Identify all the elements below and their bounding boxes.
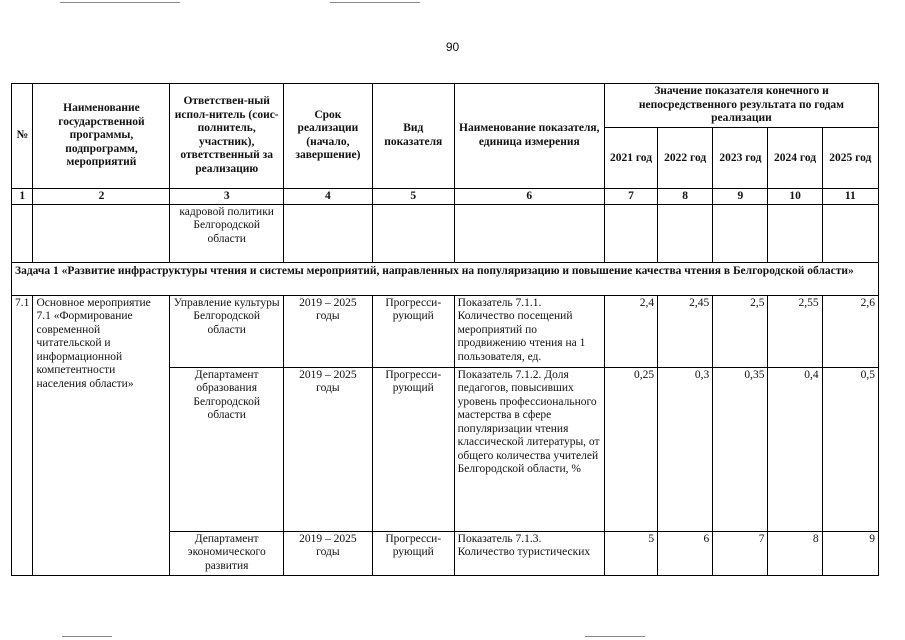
column-number: 10 xyxy=(768,188,822,204)
row-kind: Прогресси-рующий xyxy=(372,367,454,531)
row-value: 0,25 xyxy=(604,367,657,531)
row-value: 2,4 xyxy=(604,295,657,367)
column-number: 9 xyxy=(713,188,768,204)
header-kind: Вид показателя xyxy=(372,84,454,189)
column-number: 6 xyxy=(454,188,604,204)
row-term: 2019 – 2025 годы xyxy=(283,531,372,575)
column-number: 8 xyxy=(658,188,713,204)
row-value: 0,35 xyxy=(713,367,768,531)
column-number-row xyxy=(12,188,879,204)
row-responsible: Департамент экономического развития xyxy=(170,531,283,575)
task-title: Задача 1 «Развитие инфраструктуры чтения и системы мероприятий, направленных на популяризацию и повышение качества чтения в Белгородской области» xyxy=(12,262,879,295)
column-number: 4 xyxy=(283,188,372,204)
scan-mark xyxy=(60,2,180,3)
column-number: 7 xyxy=(604,188,657,204)
header-num: № xyxy=(12,84,33,189)
row-indicator: Показатель 7.1.3. Количество туристических xyxy=(454,531,604,575)
header-values-group: Значение показателя конечного и непосредственного результата по годам реализации xyxy=(604,84,878,128)
row-value: 7 xyxy=(713,531,768,575)
scan-mark xyxy=(330,2,420,3)
row-kind: Прогресси-рующий xyxy=(372,531,454,575)
continuation-responsible: кадровой политики Белгородской области xyxy=(170,204,283,262)
header-year: 2024 год xyxy=(768,127,822,188)
continuation-row xyxy=(12,204,879,262)
row-value: 0,5 xyxy=(822,367,878,531)
table-row xyxy=(12,295,879,367)
row-value: 2,45 xyxy=(658,295,713,367)
header-program: Наименование государственной программы, подпрограмм, мероприятий xyxy=(33,84,170,189)
row-value: 2,5 xyxy=(713,295,768,367)
measure-number: 7.1 xyxy=(12,295,33,575)
header-term: Срок реализации (начало, завершение) xyxy=(283,84,372,189)
measure-name: Основное мероприятие 7.1 «Формирование современной читательской и информационной компетентности населения области» xyxy=(33,295,170,575)
row-value: 2,55 xyxy=(768,295,822,367)
column-number: 11 xyxy=(822,188,878,204)
row-value: 9 xyxy=(822,531,878,575)
row-indicator: Показатель 7.1.2. Доля педагогов, повысивших уровень профессионального мастерства в сфере популяризации чтения классической литературы, от общего количества учителей Белгородской области, % xyxy=(454,367,604,531)
column-number: 5 xyxy=(372,188,454,204)
column-number: 3 xyxy=(170,188,283,204)
header-responsible: Ответствен-ный испол-нитель (соис-полнитель, участник), ответственный за реализацию xyxy=(170,84,283,189)
row-value: 6 xyxy=(658,531,713,575)
header-year: 2023 год xyxy=(713,127,768,188)
scan-mark xyxy=(62,636,112,637)
task-row xyxy=(12,262,879,295)
row-value: 0,3 xyxy=(658,367,713,531)
column-number: 2 xyxy=(33,188,170,204)
header-year: 2025 год xyxy=(822,127,878,188)
row-value: 2,6 xyxy=(822,295,878,367)
header-row-top xyxy=(12,84,879,128)
scan-mark xyxy=(585,636,645,637)
header-year: 2022 год xyxy=(658,127,713,188)
row-responsible: Управление культуры Белгородской области xyxy=(170,295,283,367)
row-responsible: Департамент образования Белгородской области xyxy=(170,367,283,531)
row-kind: Прогресси-рующий xyxy=(372,295,454,367)
header-year: 2021 год xyxy=(604,127,657,188)
row-value: 5 xyxy=(604,531,657,575)
row-term: 2019 – 2025 годы xyxy=(283,295,372,367)
row-indicator: Показатель 7.1.1. Количество посещений мероприятий по продвижению чтения на 1 пользователя, ед. xyxy=(454,295,604,367)
column-number: 1 xyxy=(12,188,33,204)
indicators-table xyxy=(11,83,879,576)
page-number: 90 xyxy=(445,40,460,54)
row-value: 0,4 xyxy=(768,367,822,531)
header-indicator-name: Наименование показателя, единица измерения xyxy=(454,84,604,189)
row-term: 2019 – 2025 годы xyxy=(283,367,372,531)
row-value: 8 xyxy=(768,531,822,575)
